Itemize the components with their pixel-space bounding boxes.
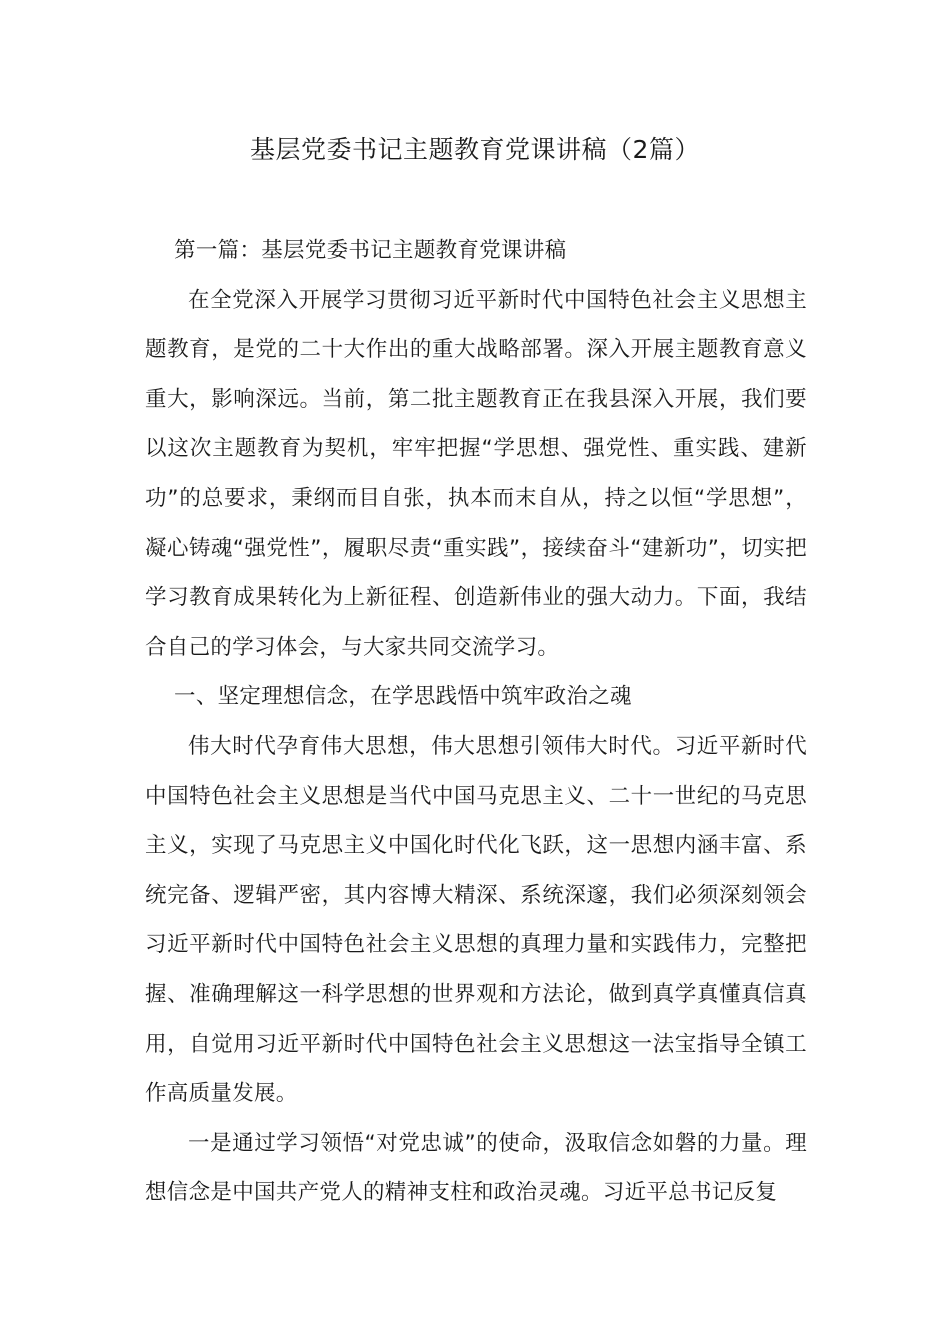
body-paragraph-intro: 在全党深入开展学习贯彻习近平新时代中国特色社会主义思想主题教育，是党的二十大作出的重大战略部署。深入开展主题教育意义重大，影响深远。当前，第二批主题教育正在我县深入开展，我们要以这次主题教育为契机，牢牢把握“学思想、强党性、重实践、建新功”的总要求，秉纲而目自张，执本而末自从，持之以恒“学思想”，凝心铸魂“强党性”，履职尽责“重实践”，接续奋斗“建新功”，切实把学习教育成果转化为上新征程、创造新伟业的强大动力。下面，我结合自己的学习体会，与大家共同交流学习。 — [145, 287, 807, 660]
section-heading-one: 一、坚定理想信念，在学思践悟中筑牢政治之魂 — [174, 684, 632, 710]
section-heading-part-one: 第一篇：基层党委书记主题教育党课讲稿 — [174, 238, 567, 263]
body-paragraph: 一是通过学习领悟“对党忠诚”的使命，汲取信念如磐的力量。理想信念是中国共产党人的精神支柱和政治灵魂。习近平总书记反复 — [145, 1130, 807, 1206]
body-paragraph: 伟大时代孕育伟大思想，伟大思想引领伟大时代。习近平新时代中国特色社会主义思想是当代中国马克思主义、二十一世纪的马克思主义，实现了马克思主义中国化时代化飞跃，这一思想内涵丰富、系统完备、逻辑严密，其内容博大精深、系统深邃，我们必须深刻领会习近平新时代中国特色社会主义思想的真理力量和实践伟力，完整把握、准确理解这一科学思想的世界观和方法论，做到真学真懂真信真用，自觉用习近平新时代中国特色社会主义思想这一法宝指导全镇工作高质量发展。 — [145, 733, 807, 1107]
document-title: 基层党委书记主题教育党课讲稿（2篇） — [250, 135, 700, 164]
document-body — [145, 226, 807, 1218]
